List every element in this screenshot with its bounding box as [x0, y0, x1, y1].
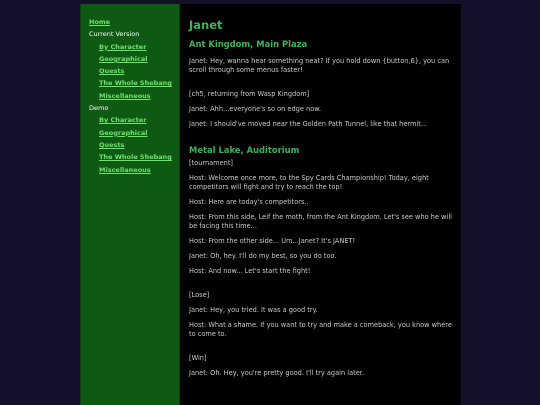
sidebar	[80, 4, 180, 405]
main-content	[180, 4, 461, 405]
dialogue-line: Janet: Oh. Hey, you're pretty good. I'll try again later.	[189, 369, 364, 377]
dialogue-line: Host: Welcome once more, to the Spy Cards Championship! Today, eight competitors will fight and try to reach the top!	[189, 174, 429, 191]
section-heading-ant-kingdom: Ant Kingdom, Main Plaza	[189, 39, 308, 49]
dialogue-line: Janet: I should've moved near the Golden Path Tunnel, like that hermit...	[189, 120, 428, 128]
dialogue-context: [Win]	[189, 354, 207, 362]
dialogue-line: Host: What a shame. If you want to try and make a comeback, you know where to come to.	[189, 321, 452, 338]
dialogue-line: Janet: Hey, wanna hear something neat? If you hold down {button,6}, you can scroll through some menus faster!	[189, 57, 450, 74]
dialogue-line: Host: From this side, Leif the moth, from the Ant Kingdom. Let's see who he will be facing this time...	[189, 213, 452, 230]
section-heading-metal-lake: Metal Lake, Auditorium	[189, 145, 300, 155]
dialogue-line: Janet: Hey, you tried. It was a good try.	[189, 306, 318, 314]
nav-demo-label: Demo	[89, 104, 109, 113]
nav-current-miscellaneous-link[interactable]: Miscellaneous	[99, 91, 151, 100]
page-title: Janet	[189, 18, 223, 32]
page-wrapper	[80, 4, 461, 405]
dialogue-context: [Lose]	[189, 291, 210, 299]
dialogue-line: Host: And now... Let's start the fight!	[189, 267, 311, 275]
nav-home-link[interactable]: Home	[89, 18, 111, 26]
nav-current-whole-shebang-link[interactable]: The Whole Shebang	[99, 79, 172, 88]
dialogue-line: Janet: Oh, hey. I'll do my best, so you do too.	[189, 252, 337, 260]
nav-current-version-label: Current Version	[89, 30, 140, 39]
nav-demo-miscellaneous-link[interactable]: Miscellaneous	[99, 165, 151, 174]
nav-demo-by-character-link[interactable]: By Character	[99, 116, 147, 125]
nav-demo-whole-shebang-link[interactable]: The Whole Shebang	[99, 153, 172, 162]
dialogue-context: [tournament]	[189, 159, 234, 167]
nav-demo-quests-link[interactable]: Quests	[99, 140, 125, 149]
dialogue-line: Host: Here are today's competitors..	[189, 198, 309, 206]
nav-current-quests-link[interactable]: Quests	[99, 67, 125, 76]
nav-demo-geographical-link[interactable]: Geographical	[99, 128, 148, 137]
nav-current-geographical-link[interactable]: Geographical	[99, 54, 148, 63]
nav-current-by-character-link[interactable]: By Character	[99, 42, 147, 51]
dialogue-context: [ch5, returning from Wasp Kingdom]	[189, 90, 310, 98]
dialogue-line: Host: From the other side... Um...Janet? It's JANET!	[189, 237, 356, 245]
dialogue-line: Janet: Ahh...everyone's so on edge now.	[189, 105, 322, 113]
